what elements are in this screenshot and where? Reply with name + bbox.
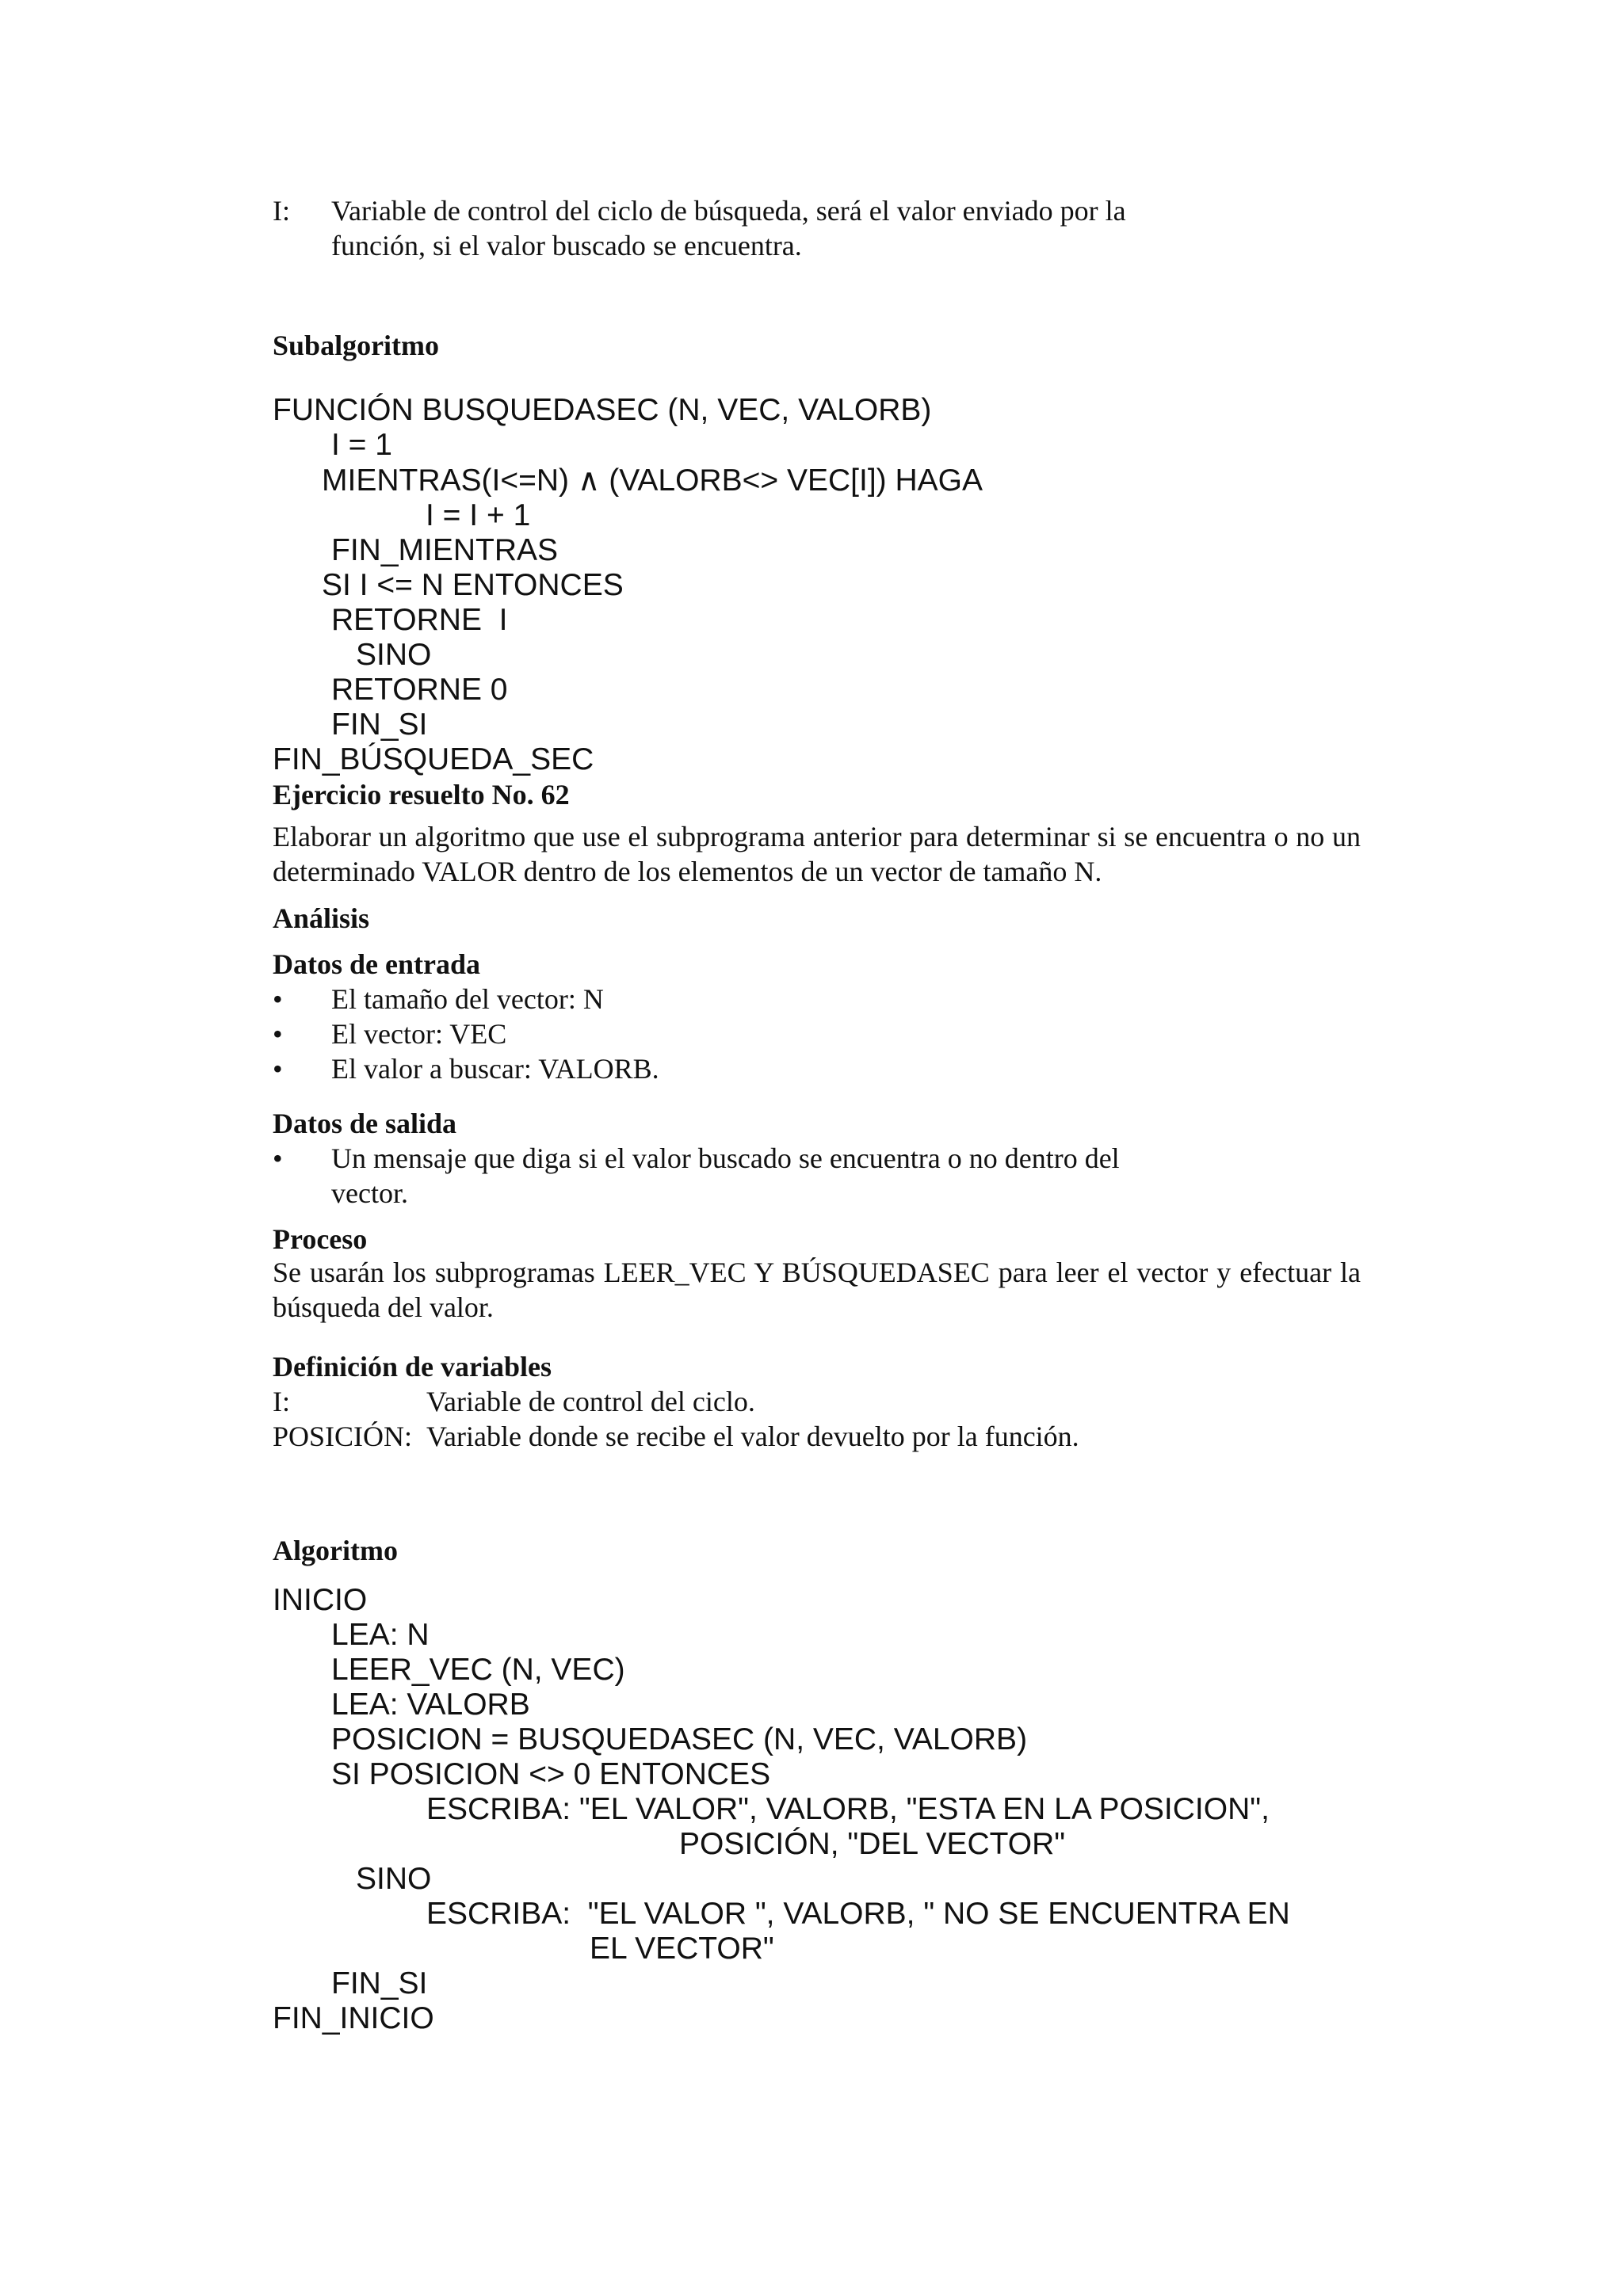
code-line: ESCRIBA: "EL VALOR ", VALORB, " NO SE ENCUENTRA EN (426, 1897, 1290, 1931)
code-line: FIN_BÚSQUEDA_SEC (273, 742, 594, 776)
list-item-continuation: vector. (331, 1177, 408, 1209)
code-line: FIN_SI (331, 707, 428, 742)
code-line: LEA: VALORB (331, 1688, 530, 1722)
list-item: El tamaño del vector: N (331, 983, 604, 1015)
code-line: POSICIÓN, "DEL VECTOR" (679, 1827, 1066, 1861)
variables-heading: Definición de variables (273, 1351, 552, 1383)
code-line: SINO (356, 638, 432, 672)
subalgoritmo-heading: Subalgoritmo (273, 330, 440, 361)
code-line: POSICION = BUSQUEDASEC (N, VEC, VALORB) (331, 1722, 1028, 1756)
code-line: FIN_SI (331, 1966, 428, 2000)
list-item: El vector: VEC (331, 1018, 507, 1050)
code-line: INICIO (273, 1583, 368, 1617)
code-line: FUNCIÓN BUSQUEDASEC (N, VEC, VALORB) (273, 393, 932, 427)
analysis-heading: Análisis (273, 902, 370, 934)
intro-definition-line-1: Variable de control del ciclo de búsqueda, será el valor enviado por la (331, 195, 1126, 227)
code-line: FIN_MIENTRAS (331, 533, 559, 567)
output-data-heading: Datos de salida (273, 1108, 457, 1139)
code-line: SINO (356, 1862, 432, 1896)
bullet: • (273, 1142, 283, 1174)
variable-term: POSICIÓN: (273, 1421, 413, 1452)
variable-description: Variable de control del ciclo. (426, 1386, 755, 1417)
code-line: MIENTRAS(I<=N) ∧ (VALORB<> VEC[I]) HAGA (322, 463, 983, 498)
algorithm-heading: Algoritmo (273, 1535, 398, 1566)
intro-definition-line-2: función, si el valor buscado se encuentra. (331, 230, 802, 261)
code-line: I = I + 1 (426, 498, 531, 532)
code-line: EL VECTOR" (590, 1932, 774, 1966)
code-line: LEA: N (331, 1618, 430, 1652)
code-line: LEER_VEC (N, VEC) (331, 1653, 625, 1687)
code-line: FIN_INICIO (273, 2001, 434, 2035)
code-line: RETORNE I (331, 603, 508, 637)
variable-description: Variable donde se recibe el valor devuelto por la función. (426, 1421, 1079, 1452)
list-item: El valor a buscar: VALORB. (331, 1053, 659, 1085)
bullet: • (273, 1018, 283, 1050)
code-line: RETORNE 0 (331, 673, 508, 707)
bullet: • (273, 983, 283, 1015)
variable-term: I: (273, 1386, 290, 1417)
code-line: I = 1 (331, 428, 392, 462)
process-text: Se usarán los subprogramas LEER_VEC Y BÚSQUEDASEC para leer el vector y efectuar la búsqueda del valor. (273, 1257, 1361, 1323)
code-line: ESCRIBA: "EL VALOR", VALORB, "ESTA EN LA POSICION", (426, 1792, 1270, 1826)
exercise-statement: Elaborar un algoritmo que use el subprograma anterior para determinar si se encuentra o no un determinado VALOR dentro de los elementos de un vector de tamaño N. (273, 821, 1361, 887)
bullet: • (273, 1053, 283, 1085)
code-line: SI POSICION <> 0 ENTONCES (331, 1757, 771, 1791)
code-line: SI I <= N ENTONCES (322, 568, 624, 602)
exercise-title: Ejercicio resuelto No. 62 (273, 779, 570, 810)
process-heading: Proceso (273, 1223, 368, 1255)
list-item: Un mensaje que diga si el valor buscado se encuentra o no dentro del (331, 1142, 1120, 1174)
input-data-heading: Datos de entrada (273, 948, 480, 980)
intro-term: I: (273, 195, 290, 227)
